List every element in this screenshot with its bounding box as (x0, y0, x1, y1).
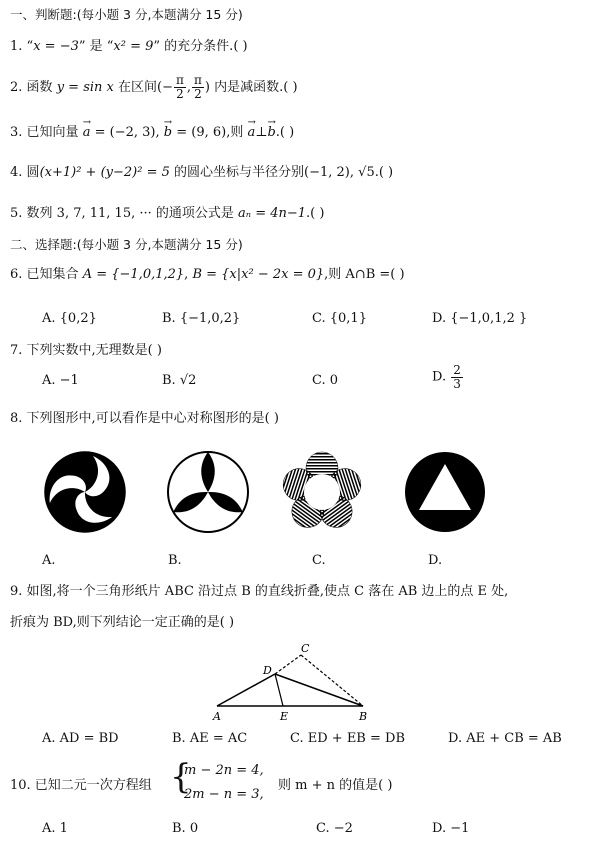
section-1-title: 一、判断题:(每小题 3 分,本题满分 15 分) (10, 7, 243, 22)
q9-point-d: D (263, 664, 272, 677)
question-4 (10, 164, 393, 182)
q6-option-c: C. {0,1} (312, 311, 367, 326)
q10-equation-2: 2m − n = 3, (184, 787, 264, 802)
q10-brace: { (170, 757, 192, 797)
q2-f2-num: π (194, 73, 202, 87)
question-8 (10, 410, 279, 428)
q5-formula: aₙ = 4n−1 (238, 206, 307, 221)
q2-left-paren: (− (157, 80, 173, 95)
q7-number: 7. (10, 343, 23, 358)
q6-option-a: A. {0,2} (42, 311, 97, 326)
q7-text: 下列实数中,无理数是( ) (26, 343, 162, 358)
q6-set-b: B = {x|x² − 2x = 0} (192, 267, 325, 282)
figure-b-leaves (168, 452, 248, 532)
q9-point-c: C (301, 642, 310, 655)
q4-pre: 圆 (26, 165, 40, 180)
q7-option-d (432, 364, 464, 391)
q9-point-a: A (213, 710, 221, 723)
q8-label-c: C. (312, 553, 326, 568)
q2-f2-den: 2 (194, 87, 202, 101)
q5-number: 5. (10, 206, 23, 221)
q8-label-d: D. (428, 553, 443, 568)
figure-c-flower (279, 452, 365, 534)
q7-option-d-fraction (451, 364, 463, 391)
q8-figures (40, 447, 550, 537)
q3-number: 3. (10, 125, 23, 140)
q10-option-a: A. 1 (42, 821, 68, 836)
q3-vector-a: → a (83, 124, 91, 142)
q7-d-den: 3 (453, 377, 461, 391)
q6-option-d: D. {−1,0,1,2 } (432, 311, 528, 326)
q9-option-d: D. AE + CB = AB (448, 731, 562, 746)
q10-post: 则 m + n 的值是( ) (278, 778, 393, 793)
figure-a-swirl (42, 452, 125, 532)
q1-post: ” 的充分条件.( ) (153, 39, 248, 54)
figure-d-triangle (405, 452, 485, 532)
q2-comma: , (186, 80, 192, 95)
q7-option-b-value: √2 (179, 373, 197, 388)
q4-center: (−1, 2), (304, 165, 355, 180)
q4-mid: 的圆心坐标与半径分别 (174, 165, 305, 180)
q9-point-b: B (359, 710, 368, 723)
q7-option-d-label: D. (432, 369, 447, 385)
q7-option-b (162, 372, 196, 390)
q6-set-a: A = {−1,0,1,2} (82, 267, 185, 282)
q3-vector-b2: → b (267, 124, 275, 142)
q3-vector-b: → b (164, 124, 172, 142)
q2-pre: 函数 (26, 80, 53, 95)
q10-option-c: C. −2 (316, 821, 353, 836)
q2-fraction-2 (192, 74, 204, 101)
q3-a-value: = (−2, 3), (94, 125, 160, 140)
q6-option-b: B. {−1,0,2} (162, 311, 241, 326)
q5-pre: 数列 3, 7, 11, 15, ··· 的通项公式是 (26, 206, 234, 221)
q8-text: 下列图形中,可以看作是中心对称图形的是( ) (26, 411, 279, 426)
q2-right-paren: ) (204, 80, 210, 95)
q7-d-num: 2 (453, 363, 461, 377)
q2-f1-num: π (176, 73, 184, 87)
q3-perp: ⊥ (255, 125, 268, 140)
q3-post: .( ) (275, 125, 295, 140)
q2-number: 2. (10, 80, 23, 95)
q5-post: .( ) (306, 206, 325, 221)
question-9-line-2: 折痕为 BD,则下列结论一定正确的是( ) (10, 615, 235, 630)
q10-option-b: B. 0 (172, 821, 199, 836)
q2-post: 内是减函数.( ) (214, 80, 298, 95)
q4-radius: √5 (358, 165, 375, 180)
q1-pre: “ (26, 39, 34, 54)
question-7 (10, 342, 162, 360)
section-2-title: 二、选择题:(每小题 3 分,本题满分 15 分) (10, 237, 243, 252)
question-2 (10, 74, 298, 101)
question-6 (10, 266, 405, 284)
q6-pre: 已知集合 (26, 267, 79, 282)
q4-number: 4. (10, 165, 23, 180)
q3-vector-a2: → a (247, 124, 255, 142)
q2-f1-den: 2 (176, 87, 184, 101)
q6-post: ,则 A∩B =( ) (324, 267, 405, 282)
q1-eq2: x² = 9 (113, 39, 154, 54)
q2-function: y = sin x (56, 80, 114, 95)
q9-triangle-diagram (205, 640, 385, 725)
q7-option-b-label: B. (162, 373, 176, 388)
q7-option-c: C. 0 (312, 373, 339, 388)
question-3 (10, 124, 294, 142)
q8-label-b: B. (168, 553, 182, 568)
q7-option-a: A. −1 (42, 373, 79, 388)
q1-mid: ” 是 “ (78, 39, 114, 54)
q9-option-c: C. ED + EB = DB (290, 731, 405, 746)
q9-option-a: A. AD = BD (42, 731, 119, 746)
question-1 (10, 38, 248, 56)
question-9-line-1: 9. 如图,将一个三角形纸片 ABC 沿过点 B 的直线折叠,使点 C 落在 AB 边上的点 E 处, (10, 584, 509, 599)
q2-mid: 在区间 (118, 80, 158, 95)
q8-number: 8. (10, 411, 23, 426)
q1-number: 1. (10, 39, 23, 54)
q4-equation: (x+1)² + (y−2)² = 5 (39, 165, 170, 180)
q3-b-value: = (9, 6),则 (176, 125, 244, 140)
q3-pre: 已知向量 (26, 125, 79, 140)
question-5 (10, 205, 324, 223)
question-10-pre: 10. 已知二元一次方程组 (10, 778, 152, 793)
q10-equation-1: m − 2n = 4, (184, 763, 264, 778)
q6-number: 6. (10, 267, 23, 282)
q4-post: .( ) (374, 165, 394, 180)
q10-option-d: D. −1 (432, 821, 470, 836)
q9-point-e: E (280, 710, 289, 723)
q6-mid: , (184, 267, 189, 282)
q8-label-a: A. (42, 553, 56, 568)
q1-eq1: x = −3 (33, 39, 79, 54)
q9-option-b: B. AE = AC (172, 731, 248, 746)
q2-fraction-1 (174, 74, 186, 101)
